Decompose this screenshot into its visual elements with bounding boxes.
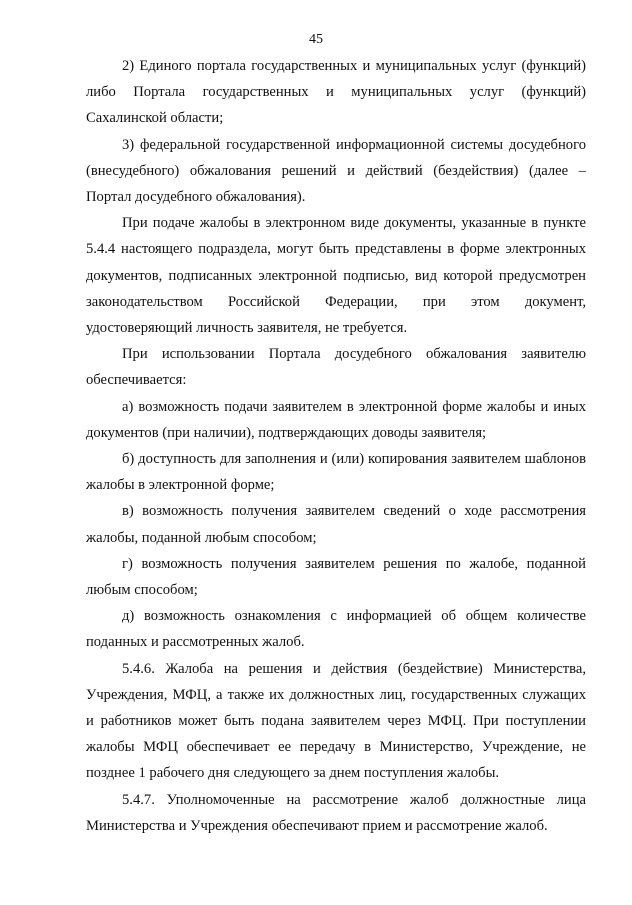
paragraph-3: При подаче жалобы в электронном виде документы, указанные в пункте 5.4.4 настоящего подраздела, могут быть представлены в форме электронных документов, подписанных электронной подписью, вид которой предусмотрен законодательством Российской Федерации, при этом документ, удостоверяющий личность заявителя, не требуется. <box>86 215 586 337</box>
list-item-b: б) доступность для заполнения и (или) копирования заявителем шаблонов жалобы в электронной форме; <box>86 451 586 494</box>
paragraph-1: 2) Единого портала государственных и муниципальных услуг (функций) либо Портала государственных и муниципальных услуг (функций) Сахалинской области; <box>86 58 586 127</box>
paragraph-5-4-7: 5.4.7. Уполномоченные на рассмотрение жалоб должностные лица Министерства и Учреждения обеспечивают прием и рассмотрение жалоб. <box>86 791 586 834</box>
paragraph-5-4-6: 5.4.6. Жалоба на решения и действия (бездействие) Министерства, Учреждения, МФЦ, а также их должностных лиц, государственных служащих и работников может быть подана заявителем через МФЦ. При поступлении жалобы МФЦ обеспечивает ее передачу в Министерство, Учреждение, не позднее 1 рабочего дня следующего за днем поступления жалобы. <box>86 660 586 782</box>
list-item-c: в) возможность получения заявителем сведений о ходе рассмотрения жалобы, поданной любым способом; <box>86 503 586 546</box>
list-item-d: г) возможность получения заявителем решения по жалобе, поданной любым способом; <box>86 555 586 599</box>
paragraph-4: При использовании Портала досудебного обжалования заявителю обеспечивается: <box>86 346 586 389</box>
list-item-e: д) возможность ознакомления с информацией об общем количестве поданных и рассмотренных жалоб. <box>86 608 586 651</box>
document-body <box>86 53 586 839</box>
paragraph-2: 3) федеральной государственной информационной системы досудебного (внесудебного) обжалования решений и действий (бездействия) (далее – Портал досудебного обжалования). <box>86 136 586 206</box>
page-number: 45 <box>309 32 323 47</box>
list-item-a: а) возможность подачи заявителем в электронной форме жалобы и иных документов (при наличии), подтверждающих доводы заявителя; <box>86 398 586 441</box>
